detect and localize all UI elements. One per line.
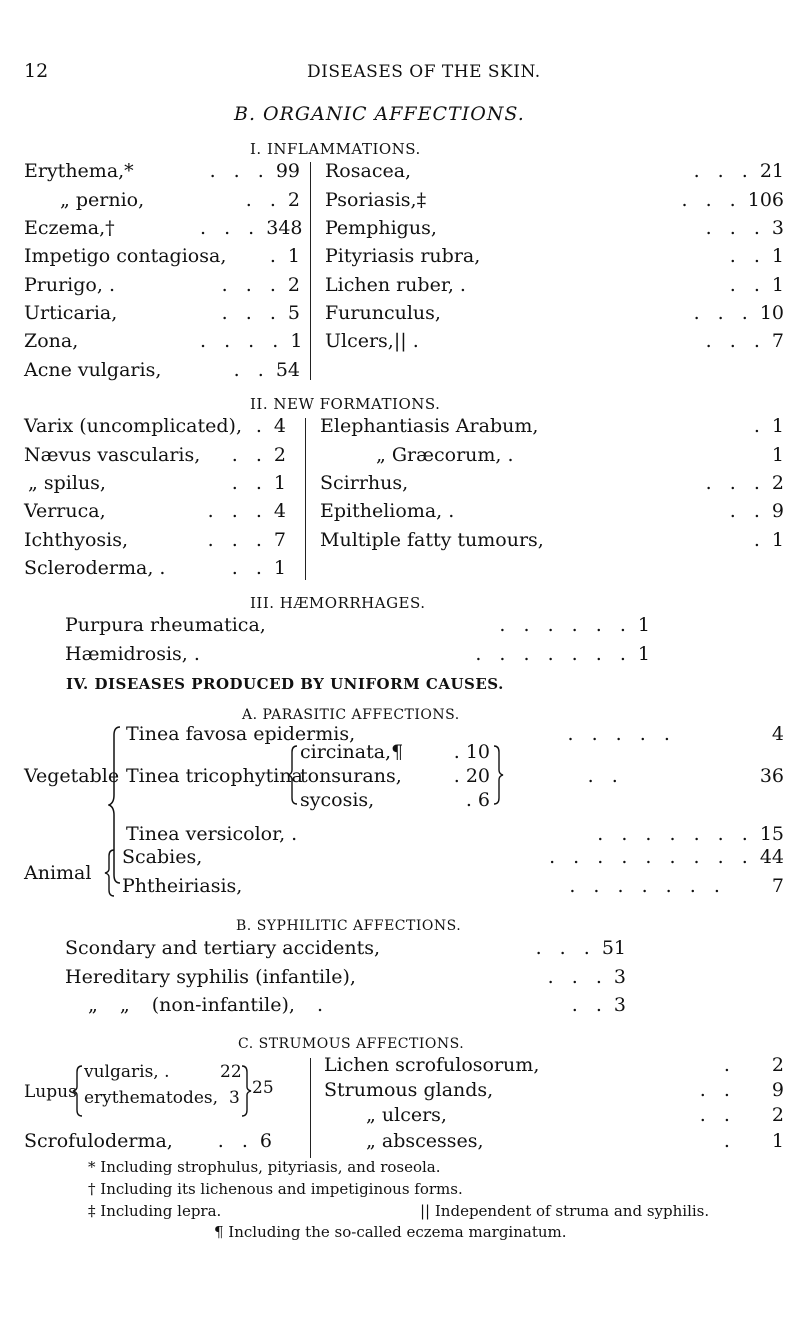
list-item: Ulcers,|| . bbox=[325, 330, 419, 352]
list-item: Zona, bbox=[24, 330, 79, 352]
list-item: tonsurans, bbox=[300, 765, 402, 787]
count: . . 6 bbox=[217, 1130, 272, 1152]
list-item: „ abscesses, bbox=[366, 1130, 484, 1152]
count: . . . 51 bbox=[535, 937, 626, 959]
page-number: 12 bbox=[24, 60, 49, 82]
list-item: Nævus vascularis, bbox=[24, 444, 201, 466]
count: . . . 4 bbox=[207, 500, 286, 522]
list-item: Tinea versicolor, . bbox=[126, 823, 298, 845]
count: . . 2 bbox=[699, 1104, 784, 1126]
count: . . . 10 bbox=[693, 302, 784, 324]
list-item: Eczema,† bbox=[24, 217, 115, 239]
list-item: „ pernio, bbox=[60, 189, 145, 211]
list-item: Lichen ruber, . bbox=[325, 274, 466, 296]
section-iv-heading: IV. DISEASES PRODUCED BY UNIFORM CAUSES. bbox=[66, 675, 504, 693]
count: . . . . . 4 bbox=[567, 723, 784, 745]
list-item: Multiple fatty tumours, bbox=[320, 529, 544, 551]
footnote: † Including its lichenous and impetiginous forms. bbox=[88, 1180, 463, 1198]
animal-label: Animal bbox=[24, 862, 92, 884]
vegetable-label: Vegetable bbox=[24, 765, 120, 787]
list-item: Strumous glands, bbox=[324, 1079, 494, 1101]
count: . . . 21 bbox=[693, 160, 784, 182]
list-item: Prurigo, . bbox=[24, 274, 115, 296]
count: . . . . . . . 1 bbox=[475, 643, 650, 665]
column-divider bbox=[310, 162, 311, 380]
list-item: Pityriasis rubra, bbox=[325, 245, 481, 267]
count: . 1 bbox=[753, 529, 784, 551]
count: 22 bbox=[220, 1062, 242, 1082]
footnote: * Including strophulus, pityriasis, and roseola. bbox=[88, 1158, 441, 1176]
list-item: sycosis, bbox=[300, 789, 375, 811]
list-item: Lichen scrofulosorum, bbox=[324, 1054, 540, 1076]
tricophytina-close-brace bbox=[492, 744, 504, 806]
list-item: Psoriasis,‡ bbox=[325, 189, 427, 211]
list-item: Impetigo contagiosa, bbox=[24, 245, 227, 267]
list-item: Verruca, bbox=[24, 500, 106, 522]
list-item: Acne vulgaris, bbox=[24, 359, 162, 381]
list-item: erythematodes, bbox=[84, 1088, 219, 1108]
list-item: Phtheiriasis, bbox=[122, 875, 243, 897]
count: . . . . . . 1 bbox=[499, 614, 650, 636]
list-item: Scrofuloderma, bbox=[24, 1130, 173, 1152]
count: . 6 bbox=[465, 789, 490, 811]
inflammations-heading: I. INFLAMMATIONS. bbox=[250, 140, 421, 158]
running-title: DISEASES OF THE SKIN. bbox=[307, 62, 541, 82]
footnote: || Independent of struma and syphilis. bbox=[420, 1202, 710, 1220]
list-item: Varix (uncomplicated), bbox=[24, 415, 242, 437]
list-item: „ Græcorum, . bbox=[376, 444, 514, 466]
list-item: Ichthyosis, bbox=[24, 529, 129, 551]
animal-brace bbox=[104, 848, 116, 898]
list-item: Erythema,* bbox=[24, 160, 134, 182]
list-item: Purpura rheumatica, bbox=[65, 614, 266, 636]
list-item: Scondary and tertiary accidents, bbox=[65, 937, 381, 959]
column-divider bbox=[305, 418, 306, 580]
count: . 20 bbox=[453, 765, 490, 787]
count: 1 bbox=[771, 444, 784, 466]
count: . . 1 bbox=[231, 557, 286, 579]
count: . . . . . . . 15 bbox=[597, 823, 784, 845]
list-item: Tinea tricophytina bbox=[126, 765, 303, 787]
count: . 2 bbox=[723, 1054, 784, 1076]
count: . . 9 bbox=[699, 1079, 784, 1101]
count: . . . 348 bbox=[200, 217, 303, 239]
count: . . . 3 bbox=[705, 217, 784, 239]
lupus-brace bbox=[72, 1064, 84, 1118]
count: . . 36 bbox=[587, 765, 784, 787]
column-divider bbox=[310, 1058, 311, 1158]
count: . . 2 bbox=[245, 189, 300, 211]
footnote: ¶ Including the so-called eczema marginatum. bbox=[214, 1223, 567, 1241]
section-title: B. ORGANIC AFFECTIONS. bbox=[234, 103, 525, 125]
list-item: Urticaria, bbox=[24, 302, 118, 324]
list-item: Tinea favosa epidermis, bbox=[126, 723, 356, 745]
count: . . . 2 bbox=[221, 274, 300, 296]
lupus-close-brace bbox=[240, 1064, 252, 1118]
count: . . . 3 bbox=[547, 966, 626, 988]
new-formations-heading: II. NEW FORMATIONS. bbox=[250, 395, 441, 413]
list-item: „ „ (non-infantile), . bbox=[88, 994, 323, 1016]
list-item: Epithelioma, . bbox=[320, 500, 455, 522]
strumous-heading: C. STRUMOUS AFFECTIONS. bbox=[238, 1036, 465, 1052]
count: 3 bbox=[229, 1088, 240, 1108]
count: . . . . 1 bbox=[200, 330, 303, 352]
count: . . . . . . . 7 bbox=[569, 875, 784, 897]
count: . . . 2 bbox=[705, 472, 784, 494]
list-item: circinata,¶ bbox=[300, 741, 404, 763]
list-item: Furunculus, bbox=[325, 302, 441, 324]
count: . . 1 bbox=[729, 245, 784, 267]
count: . . . 106 bbox=[681, 189, 784, 211]
count: . . 1 bbox=[231, 472, 286, 494]
list-item: „ spilus, bbox=[28, 472, 106, 494]
count: . 1 bbox=[723, 1130, 784, 1152]
list-item: „ ulcers, bbox=[366, 1104, 447, 1126]
list-item: vulgaris, . bbox=[84, 1062, 170, 1082]
list-item: Scirrhus, bbox=[320, 472, 409, 494]
count: . . 3 bbox=[571, 994, 626, 1016]
lupus-label: Lupus bbox=[24, 1082, 77, 1102]
count: . . 54 bbox=[233, 359, 300, 381]
count: . 1 bbox=[753, 415, 784, 437]
count: . . 1 bbox=[729, 274, 784, 296]
list-item: Hereditary syphilis (infantile), bbox=[65, 966, 356, 988]
list-item: Hæmidrosis, . bbox=[65, 643, 200, 665]
count: . . . 5 bbox=[221, 302, 300, 324]
count: . . . . . . . . . 44 bbox=[549, 846, 784, 868]
list-item: Pemphigus, bbox=[325, 217, 437, 239]
list-item: Elephantiasis Arabum, bbox=[320, 415, 539, 437]
lupus-total: 25 bbox=[252, 1078, 274, 1098]
syphilitic-heading: B. SYPHILITIC AFFECTIONS. bbox=[236, 918, 462, 934]
count: . . 2 bbox=[231, 444, 286, 466]
footnote: ‡ Including lepra. bbox=[88, 1202, 222, 1220]
haemorrhages-heading: III. HÆMORRHAGES. bbox=[250, 594, 426, 612]
count: . . . 99 bbox=[209, 160, 300, 182]
list-item: Rosacea, bbox=[325, 160, 412, 182]
list-item: Scabies, bbox=[122, 846, 203, 868]
tricophytina-brace bbox=[287, 744, 299, 806]
count: . . 9 bbox=[729, 500, 784, 522]
count: . . . 7 bbox=[705, 330, 784, 352]
count: . 10 bbox=[453, 741, 490, 763]
count: . 4 bbox=[255, 415, 286, 437]
count: . . . 7 bbox=[207, 529, 286, 551]
parasitic-heading: A. PARASITIC AFFECTIONS. bbox=[242, 707, 460, 723]
count: . 1 bbox=[269, 245, 300, 267]
list-item: Scleroderma, . bbox=[24, 557, 166, 579]
